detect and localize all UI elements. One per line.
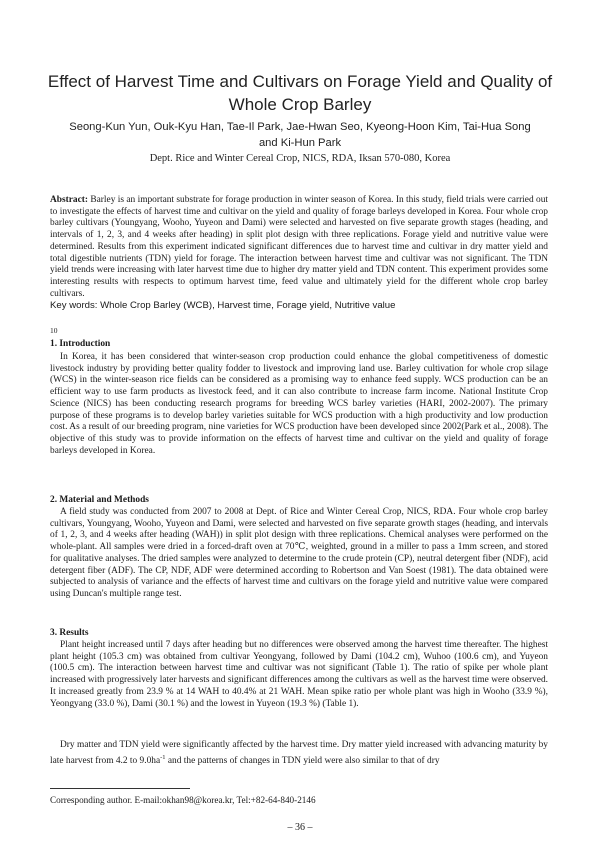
paper-title: [40, 70, 560, 116]
author-list: [40, 119, 560, 151]
title-line-1: Effect of Harvest Time and Cultivars on Forage Yield and Quality of: [47, 72, 553, 91]
stray-mark: 10: [50, 326, 58, 335]
authors-line-2: and Ki-Hun Park: [258, 137, 342, 149]
results-p2-part-b: and the patterns of changes in TDN yield were also similar to that of dry: [165, 755, 440, 766]
results-paragraph-1: Plant height increased until 7 days after heading but no differences were observed among the harvest time thereafter. The highest plant height (105.3 cm) was obtained from cultivar Yeongyang, followed by Dami (104.2 cm), Wuhoo (100.6 cm), and Yuyeon (100.5 cm). The interaction between harvest time and cultivar was not significant (Table 1). The ratio of spike per whole plant increased with progressively later harvests and significant differences among the cultivars as well as the harvest time were observed. It increased greatly from 23.9 % at 14 WAH to 40.4% at 21 WAH. Mean spike ratio per whole plant was high in Wooho (33.9 %), Yeongyang (33.0 %), Dami (30.1 %) and the lowest in Yuyeon (19.3 %) (Table 1).: [50, 640, 548, 709]
results-heading: 3. Results: [50, 628, 89, 638]
methods-paragraph: A field study was conducted from 2007 to 2008 at Dept. of Rice and Winter Cereal Crop, NICS, RDA. Four whole crop barley cultivars, Youngyang, Wooho, Yuyeon and Dami, were selected and harvested on five separate growth stages (heading, and intervals of 1, 2, 3, and 4 weeks after heading (WAH)) in split plot design with three replications. Chemical analyses were performed on the whole-plant. All samples were dried in a forced-draft oven at 70℃, weighted, ground in a miller to pass a 1mm screen, and stored for qualitative analyses. The dried samples were analyzed to determine to the crude protein (CP), neutral detergent fiber (NDF), acid detergent fiber (ADF). The CP, NDF, ADF were determined according to Robertson and Van Soest (1981). The data obtained were subjected to analysis of variance and the effects of harvest time and cultivars on the forage yield and nutritive value were compared using Duncan's multiple range test.: [50, 507, 548, 599]
intro-paragraph: In Korea, it has been considered that winter-season crop production could enhance the global competitiveness of domestic livestock industry by providing better quality fodder to livestock and improving land use. Barley cultivation for whole crop silage (WCS) in the winter-season rice fields can be considered as a promising way to enhance feed supply. WCS production can be an efficient way to use farm products as livestock feed, and it can also contribute to increase farm income. National Institute Crop Science (NICS) has been conducting research programs for breeding WCS barley varieties (HARI, 2002-2007). The primary purpose of these programs is to develop barley varieties suitable for WCS production with a high productivity and low production cost. As a result of our breeding program, nine varieties for WCS production have been developed since 2002(Park et al., 2008). The objective of this study was to provide information on the effects of harvest time and cultivar on the yield and quality of forage barleys developed in Korea.: [50, 352, 548, 456]
abstract-text: Barley is an important substrate for forage production in winter season of Korea. In this study, field trials were carried out to investigate the effects of harvest time and cultivar on the yield and quality of forage barleys developed in Korea. Four whole crop barley cultivars (Youngyang, Wooho, Yuyeon and Dami) were selected and harvested on five separate growth stages (heading, and intervals of 1, 2, 3, and 4 weeks after heading) in split plot design with three replications. Forage yield and nutritive value were determined. Results from this experiment indicated significant differences due to harvest time and cultivar in dry matter yield and total digestible nutrients (TDN) yield for forage. The interaction between harvest time and cultivar was not significant. The TDN yield trends were increasing with later harvest time due to higher dry matter yield and TDN content. This experiment provides some interesting results with respects to optimum harvest time, feed value and ultimately yield for the different whole crop barley cultivars.: [50, 195, 548, 299]
abstract-label: Abstract:: [50, 195, 89, 205]
footnote-rule: [50, 788, 190, 789]
results-p2-superscript: -1: [160, 753, 166, 761]
page-number: – 36 –: [287, 822, 313, 833]
authors-line-1: Seong-Kun Yun, Ouk-Kyu Han, Tae-Il Park, Jae-Hwan Seo, Kyeong-Hoon Kim, Tai-Hua Song: [69, 121, 531, 133]
methods-heading: 2. Material and Methods: [50, 495, 149, 505]
abstract-block: [50, 195, 548, 312]
results-paragraph-2: [50, 740, 548, 768]
title-line-2: Whole Crop Barley: [228, 95, 372, 114]
corresponding-author-footnote: Corresponding author. E-mail:okhan98@korea.kr, Tel:+82-64-840-2146: [50, 795, 316, 805]
keywords: Key words: Whole Crop Barley (WCB), Harvest time, Forage yield, Nutritive value: [50, 300, 396, 312]
intro-heading: 1. Introduction: [50, 339, 111, 349]
results-p2-part-a: Dry matter and TDN yield were significantly affected by the harvest time. Dry matter yield increased with advancing maturity by late harvest from 4.2 to 9.0ha: [50, 740, 548, 766]
affiliation: Dept. Rice and Winter Cereal Crop, NICS, RDA, Iksan 570-080, Korea: [149, 153, 451, 164]
